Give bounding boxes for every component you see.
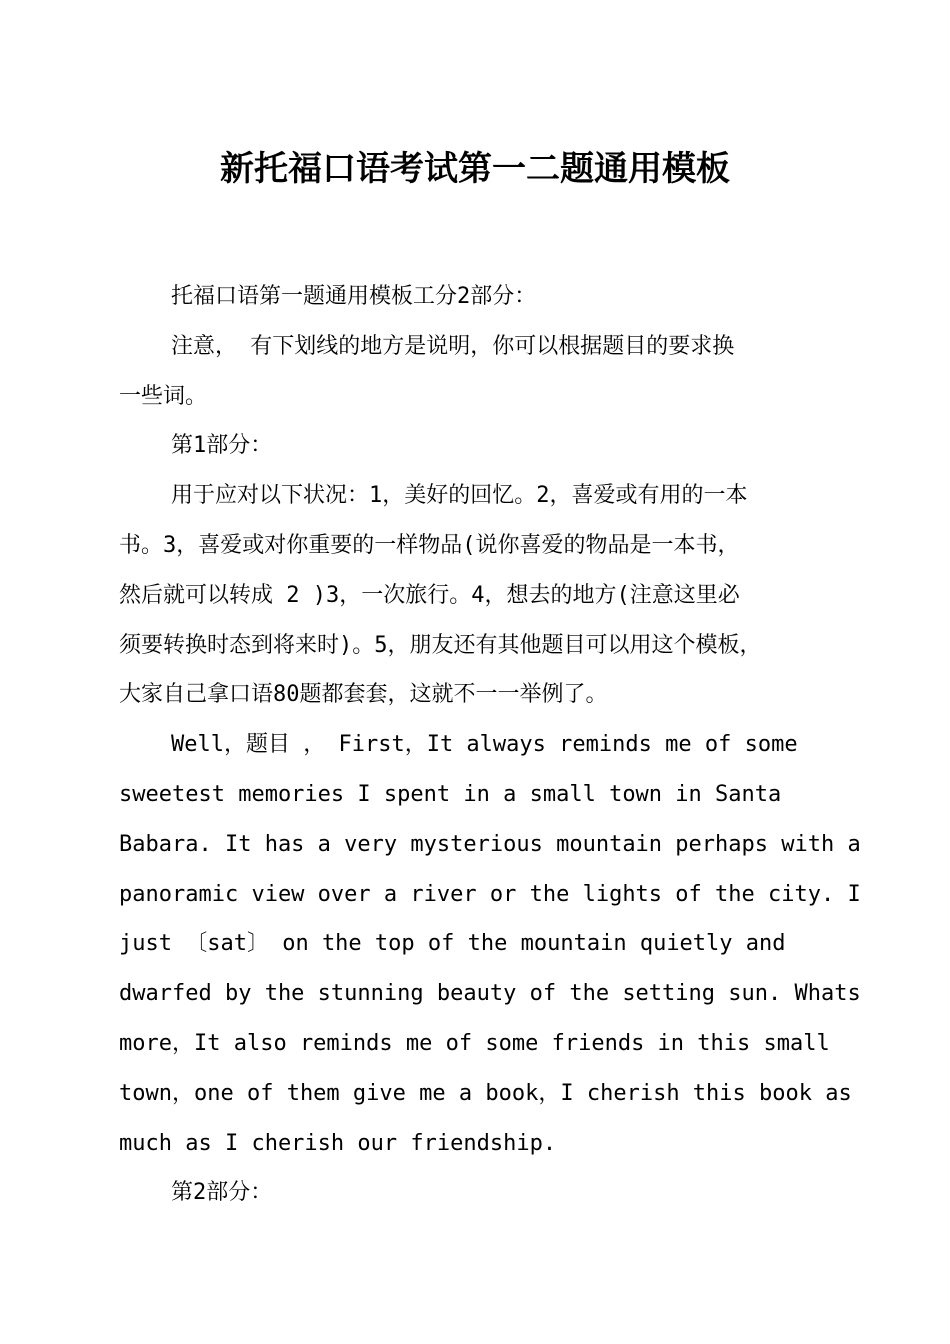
text-line: 然后就可以转成 2 )3，一次旅行。4，想去的地方(注意这里必	[119, 582, 740, 608]
paragraph-note	[119, 322, 839, 422]
text-line: just 〔sat〕 on the top of the mountain quietly and	[119, 931, 786, 957]
text-line: 第2部分：	[171, 1180, 273, 1206]
text-line: 书。3，喜爱或对你重要的一样物品(说你喜爱的物品是一本书，	[119, 532, 740, 558]
paragraph-template-intro	[119, 272, 839, 322]
text-line: 大家自己拿口语80题都套套，这就不一一举例了。	[119, 682, 608, 708]
text-line: 注意， 有下划线的地方是说明，你可以根据题目的要求换	[171, 333, 735, 359]
text-line: 用于应对以下状况：1，美好的回忆。2，喜爱或有用的一本	[171, 483, 748, 509]
paragraph-usage	[119, 471, 839, 720]
text-line: dwarfed by the stunning beauty of the setting sun. Whats	[119, 981, 861, 1007]
text-line: panoramic view over a river or the lights of the city. I	[119, 881, 861, 907]
text-line: 一些词。	[119, 383, 208, 409]
section-heading-part-1	[119, 421, 839, 471]
text-line: 第1部分：	[171, 433, 273, 459]
text-line: Well，题目 ， First，It always reminds me of some	[171, 732, 798, 758]
section-heading-part-2	[119, 1168, 839, 1218]
text-line: 托福口语第一题通用模板工分2部分：	[171, 284, 537, 309]
text-line: much as I cherish our friendship.	[119, 1130, 557, 1156]
text-line: 须要转换时态到将来时)。5，朋友还有其他题目可以用这个模板，	[119, 632, 762, 658]
document-title: 新托福口语考试第一二题通用模板	[220, 149, 730, 189]
text-line: sweetest memories I spent in a small town in Santa	[119, 781, 782, 807]
text-line: town，one of them give me a book，I cherish this book as	[119, 1080, 852, 1106]
text-line: Babara. It has a very mysterious mountain perhaps with a	[119, 831, 861, 857]
paragraph-sample-answer	[119, 720, 861, 1168]
text-line: more，It also reminds me of some friends in this small	[119, 1030, 830, 1056]
document-body	[119, 272, 861, 1218]
